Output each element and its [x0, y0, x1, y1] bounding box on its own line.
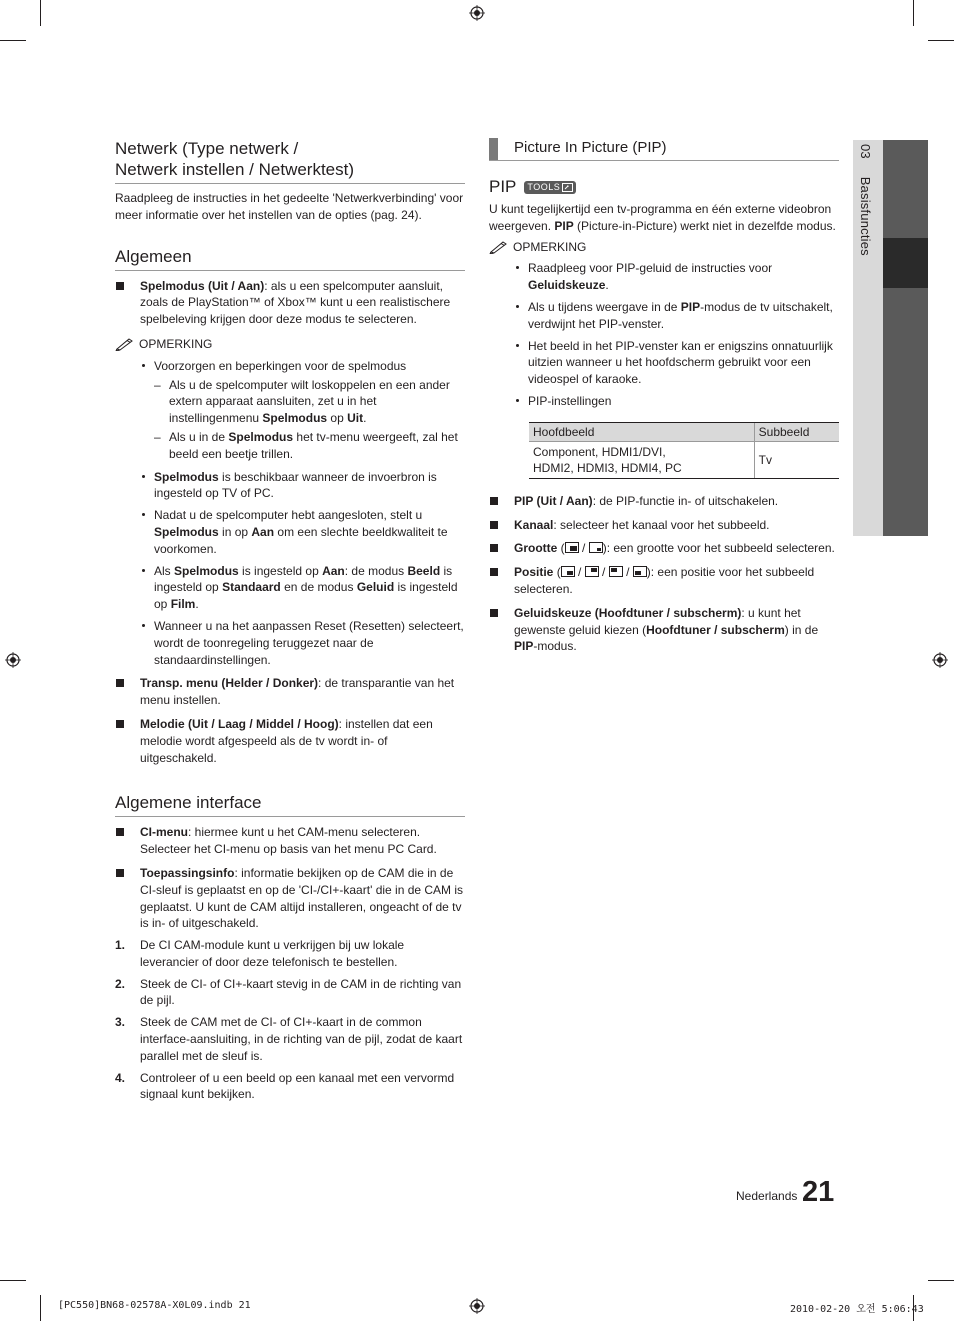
crop-mark — [0, 1280, 26, 1281]
chapter-number: 03 — [858, 144, 873, 159]
note-subitem: – Als u de spelcomputer wilt loskoppelen en een ander extern apparaat aansluiten, zet u in het instellingenmenu Spelmodus op Uit. — [154, 377, 465, 427]
crop-mark — [40, 0, 41, 26]
list-item-ci-menu: CI-menu: hiermee kunt u het CAM-menu selecteren. Selecteer het CI-menu op basis van het menu PC Card. — [115, 824, 465, 858]
position-top-right-icon — [585, 566, 599, 577]
crop-mark — [928, 1280, 954, 1281]
print-slug-left: [PC550]BN68-02578A-X0L09.indb 21 — [58, 1300, 251, 1311]
step-item: 2. Steek de CI- of CI+-kaart stevig in de CAM in de richting van de pijl. — [115, 976, 462, 1008]
list-item-transparency: Transp. menu (Helder / Donker): de transparantie van het menu instellen. — [115, 675, 465, 709]
registration-mark-icon — [5, 652, 21, 668]
note-item: Het beeld in het PIP-venster kan er enigszins onnatuurlijk uitzien wanneer u het hoofdscherm gebruikt voor een videospel of karaoke. — [514, 338, 839, 388]
list-item-app-info: Toepassingsinfo: informatie bekijken op de CAM die in de CI-sleuf is geplaatst en op de 'CI-/CI+-kaart' die in de CAM is geplaatst. U kunt de CAM altijd installeren, ongeacht of de tv is in- of uitgeschakeld. — [115, 865, 465, 932]
pip-heading: PIP TOOLS — [489, 177, 839, 197]
list-item-melody: Melodie (Uit / Laag / Middel / Hoog): instellen dat een melodie wordt afgespeeld als de tv wordt in- of uitgeschakeld. — [115, 716, 465, 766]
list-item-sound-select: Geluidskeuze (Hoofdtuner / subscherm): u kunt het gewenste geluid kiezen (Hoofdtuner / subscherm) in de PIP-modus. — [489, 605, 839, 655]
note-item: Als Spelmodus is ingesteld op Aan: de modus Beeld is ingesteld op Standaard en de modus Geluid is ingesteld op Film. — [140, 563, 465, 613]
side-tab-marker — [883, 238, 928, 288]
interface-heading: Algemene interface — [115, 792, 465, 817]
crop-mark — [913, 0, 914, 26]
network-text: Raadpleeg de instructies in het gedeelte 'Netwerkverbinding' voor meer informatie over het instellen van de opties (pag. 24). — [115, 191, 464, 222]
footer-language: Nederlands — [736, 1189, 798, 1203]
list-item-size: Grootte ( / ): een grootte voor het subbeeld selecteren. — [489, 540, 839, 557]
side-tab-dark — [883, 140, 928, 536]
registration-mark-icon — [469, 1298, 485, 1314]
note-heading: OPMERKING — [489, 239, 839, 256]
pip-table — [529, 422, 839, 479]
table-cell: Tv — [754, 441, 839, 478]
pencil-note-icon — [115, 337, 135, 351]
note-item: Spelmodus is beschikbaar wanneer de invoerbron is ingesteld op TV of PC. — [140, 469, 465, 503]
pencil-note-icon — [489, 240, 509, 254]
table-header: Subbeeld — [754, 422, 839, 441]
size-small-icon — [589, 542, 603, 553]
pip-section-heading: Picture In Picture (PIP) — [489, 138, 839, 161]
list-item-channel: Kanaal: selecteer het kanaal voor het subbeeld. — [489, 517, 839, 534]
step-item: 1. De CI CAM-module kunt u verkrijgen bij uw lokale leverancier of door deze telefonisch te bestellen. — [115, 938, 405, 969]
right-column — [489, 138, 839, 655]
note-item: Raadpleeg voor PIP-geluid de instructies voor Geluidskeuze. — [514, 260, 839, 294]
note-item: PIP-instellingen — [514, 393, 839, 410]
page-number: 21 — [802, 1176, 835, 1208]
registration-mark-icon — [932, 652, 948, 668]
list-item-game-mode: Spelmodus (Uit / Aan): als u een spelcomputer aansluit, zoals de PlayStation™ of Xbox™ kunt u een realistischere spelbeleving krijgen door deze modus te selecteren. — [115, 278, 465, 328]
note-item: Als u tijdens weergave in de PIP-modus de tv uitschakelt, verdwijnt het PIP-venster. — [514, 299, 839, 333]
note-item: Voorzorgen en beperkingen voor de spelmodus – Als u de spelcomputer wilt loskoppelen en een ander extern apparaat aansluiten, zet u in het instellingenmenu Spelmodus op Uit. – Als u in de Spelmodus het tv-menu weergeeft, zal het beeld een beetje trillen. — [140, 358, 465, 463]
table-row — [529, 441, 839, 478]
size-large-icon — [565, 542, 579, 553]
general-heading: Algemeen — [115, 246, 465, 271]
crop-mark — [40, 1295, 41, 1321]
section-bar — [489, 138, 498, 160]
note-subitem: – Als u in de Spelmodus het tv-menu weergeeft, zal het beeld een beetje trillen. — [154, 429, 465, 463]
left-column — [115, 138, 465, 1103]
note-heading: OPMERKING — [115, 336, 465, 353]
pip-intro: U kunt tegelijkertijd een tv-programma en één externe videobron weergeven. PIP (Picture-in-Picture) werkt niet in dezelfde modus. — [489, 202, 836, 233]
network-heading: Netwerk (Type netwerk / Netwerk instellen / Netwerktest) — [115, 138, 465, 184]
position-bottom-right-icon — [561, 566, 575, 577]
note-item: Nadat u de spelcomputer hebt aangesloten, stelt u Spelmodus in op Aan om een slechte beeldkwaliteit te voorkomen. — [140, 507, 465, 557]
tools-badge: TOOLS — [524, 181, 576, 194]
position-bottom-left-icon — [633, 566, 647, 577]
crop-mark — [928, 40, 954, 41]
position-top-left-icon — [609, 566, 623, 577]
table-cell: Component, HDMI1/DVI, HDMI2, HDMI3, HDMI4, PC — [529, 441, 754, 478]
table-header: Hoofdbeeld — [529, 422, 754, 441]
chapter-title: Basisfuncties — [858, 176, 873, 256]
print-slug-right: 2010-02-20 오전 5:06:43 — [790, 1304, 924, 1315]
crop-mark — [0, 40, 26, 41]
note-item: Wanneer u na het aanpassen Reset (Resetten) selecteert, wordt de toonregeling teruggezet naar de standaardinstellingen. — [140, 618, 465, 668]
side-tab-label — [858, 144, 873, 256]
list-item-pip-onoff: PIP (Uit / Aan): de PIP-functie in- of uitschakelen. — [489, 493, 839, 510]
list-item-position: Positie ( / / / ): een positie voor het subbeeld selecteren. — [489, 564, 839, 598]
step-item: 3. Steek de CAM met de CI- of CI+-kaart in de common interface-aansluiting, in de richting van de pijl, zodat de kaart parallel met de sleuf is. — [115, 1015, 463, 1063]
registration-mark-icon — [469, 5, 485, 21]
step-item: 4. Controleer of u een beeld op een kanaal met een vervormd signaal kunt bekijken. — [115, 1070, 455, 1102]
tools-icon — [562, 183, 573, 192]
